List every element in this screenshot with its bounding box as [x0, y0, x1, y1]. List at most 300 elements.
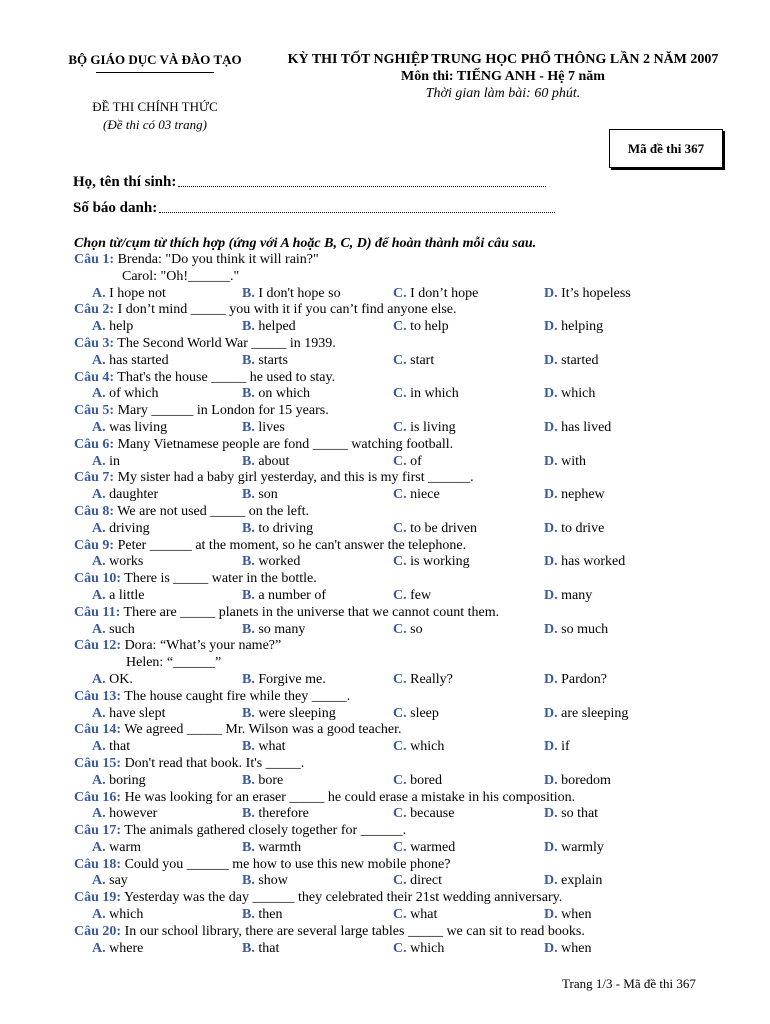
option-text: It’s hopeless [557, 285, 631, 301]
option-text: what [406, 907, 438, 923]
option-text: with [557, 453, 587, 469]
answer-option[interactable] [393, 588, 431, 605]
option-letter: B. [242, 453, 255, 469]
answer-option[interactable] [242, 840, 301, 857]
option-letter: D. [544, 487, 558, 503]
answer-option[interactable] [242, 873, 288, 890]
answer-option[interactable] [92, 420, 167, 437]
option-letter: B. [242, 806, 255, 822]
option-letter: B. [242, 873, 255, 889]
candidate-name-label: Họ, tên thí sinh: [73, 174, 177, 190]
option-text: a number of [254, 587, 326, 603]
answer-options [74, 386, 754, 403]
option-text: worked [254, 554, 301, 570]
question-stem [74, 756, 754, 773]
question-number: Câu 13: [74, 688, 122, 704]
question-number: Câu 5: [74, 403, 115, 419]
answer-option[interactable] [242, 286, 341, 303]
answer-option[interactable] [544, 420, 611, 437]
option-letter: A. [92, 873, 106, 889]
answer-option[interactable] [92, 319, 133, 336]
answer-option[interactable] [242, 521, 313, 538]
question-number: Câu 10: [74, 571, 122, 587]
option-text: OK. [105, 671, 133, 687]
option-letter: C. [393, 319, 407, 335]
question-text: My sister had a baby girl yesterday, and this is my first ______. [114, 470, 474, 486]
answer-option[interactable] [92, 521, 150, 538]
option-text: that [254, 940, 280, 956]
option-letter: C. [393, 352, 407, 368]
exam-duration: Thời gian làm bài: 60 phút. [425, 86, 581, 101]
answer-option[interactable] [92, 706, 166, 723]
answer-option[interactable] [242, 907, 282, 924]
option-text: a little [105, 587, 145, 603]
option-letter: C. [393, 806, 407, 822]
answer-option[interactable] [393, 907, 437, 924]
option-text: was living [105, 419, 168, 435]
option-text: which [406, 739, 445, 755]
option-text: daughter [105, 487, 159, 503]
question-number: Câu 9: [74, 537, 115, 553]
answer-option[interactable] [242, 622, 305, 639]
option-letter: D. [544, 285, 558, 301]
option-letter: B. [242, 386, 255, 402]
question-number: Câu 15: [74, 755, 122, 771]
option-letter: D. [544, 419, 558, 435]
answer-options [74, 941, 754, 958]
option-text: Forgive me. [254, 671, 326, 687]
option-letter: A. [92, 621, 106, 637]
question-number: Câu 19: [74, 890, 122, 906]
question-text: That's the house _____ he used to stay. [114, 369, 336, 385]
answer-option[interactable] [544, 521, 604, 538]
question-stem [74, 302, 754, 319]
option-letter: D. [544, 839, 558, 855]
header-left [60, 52, 250, 133]
question-text: Don't read that book. It's _____. [121, 755, 305, 771]
answer-option[interactable] [92, 554, 143, 571]
option-text: warmth [254, 839, 302, 855]
answer-options [74, 773, 754, 790]
answer-option[interactable] [92, 907, 143, 924]
official-exam-label: ĐỀ THI CHÍNH THỨC [92, 99, 218, 114]
option-letter: C. [393, 621, 407, 637]
dialog-line: Helen: “______” [126, 655, 222, 671]
answer-option[interactable] [544, 487, 605, 504]
option-letter: D. [544, 940, 558, 956]
question-stem [74, 689, 754, 706]
option-text: starts [254, 352, 288, 368]
option-letter: B. [242, 839, 255, 855]
option-letter: A. [92, 487, 106, 503]
answer-option[interactable] [544, 706, 628, 723]
answer-options [74, 588, 754, 605]
answer-option[interactable] [544, 588, 592, 605]
answer-options [74, 353, 754, 370]
answer-option[interactable] [544, 386, 595, 403]
answer-option[interactable] [242, 806, 309, 823]
option-letter: D. [544, 520, 558, 536]
answer-option[interactable] [544, 739, 570, 756]
question-number: Câu 8: [74, 503, 115, 519]
answer-option[interactable] [393, 353, 434, 370]
option-text: I don’t hope [406, 285, 479, 301]
answer-option[interactable] [242, 386, 310, 403]
option-text: has worked [557, 554, 626, 570]
option-letter: C. [393, 940, 407, 956]
option-letter: B. [242, 907, 255, 923]
option-letter: A. [92, 671, 106, 687]
option-letter: A. [92, 940, 106, 956]
option-text: which [557, 386, 596, 402]
option-text: sleep [406, 705, 439, 721]
question-number: Câu 4: [74, 369, 115, 385]
answer-options [74, 622, 754, 639]
answer-option[interactable] [544, 353, 598, 370]
option-letter: C. [393, 907, 407, 923]
question-stem [74, 437, 754, 454]
answer-option[interactable] [393, 706, 439, 723]
exam-subject: Môn thi: TIẾNG ANH - Hệ 7 năm [401, 69, 605, 84]
option-text: which [105, 907, 144, 923]
question-number: Câu 11: [74, 604, 121, 620]
option-letter: A. [92, 739, 106, 755]
question-number: Câu 17: [74, 823, 122, 839]
answer-option[interactable] [393, 739, 444, 756]
answer-option[interactable] [242, 941, 279, 958]
question-number: Câu 7: [74, 470, 115, 486]
option-letter: A. [92, 520, 106, 536]
question-stem [74, 470, 754, 487]
question-stem [74, 722, 754, 739]
option-letter: B. [242, 419, 255, 435]
answer-option[interactable] [393, 521, 477, 538]
option-text: son [254, 487, 278, 503]
option-text: have slept [105, 705, 166, 721]
question-number: Câu 16: [74, 789, 122, 805]
question-stem [74, 605, 754, 622]
option-letter: A. [92, 419, 106, 435]
option-letter: A. [92, 839, 106, 855]
answer-options [74, 487, 754, 504]
option-letter: C. [393, 873, 407, 889]
option-text: boring [105, 772, 146, 788]
option-text: driving [105, 520, 150, 536]
option-text: if [557, 739, 570, 755]
page-count-note: (Đề thi có 03 trang) [103, 117, 207, 132]
answer-option[interactable] [544, 941, 591, 958]
option-text: is living [406, 419, 456, 435]
option-text: helped [254, 319, 296, 335]
question-text: There is _____ water in the bottle. [121, 571, 317, 587]
option-text: warmed [406, 839, 456, 855]
question-stem [74, 823, 754, 840]
option-letter: B. [242, 705, 255, 721]
option-letter: B. [242, 940, 255, 956]
question-stem [74, 504, 754, 521]
option-text: what [254, 739, 286, 755]
answer-option[interactable] [393, 672, 453, 689]
option-text: on which [254, 386, 311, 402]
option-text: start [406, 352, 435, 368]
candidate-id-label: Số báo danh: [73, 200, 158, 216]
answer-option[interactable] [393, 386, 459, 403]
candidate-name-line [178, 186, 546, 187]
answer-option[interactable] [393, 840, 455, 857]
answer-option[interactable] [242, 487, 278, 504]
option-text: show [254, 873, 288, 889]
question-stem [74, 252, 754, 269]
question-text: The animals gathered closely together for ______. [121, 823, 407, 839]
option-letter: C. [393, 705, 407, 721]
answer-option[interactable] [92, 588, 145, 605]
question-number: Câu 12: [74, 638, 122, 654]
option-letter: B. [242, 352, 255, 368]
answer-option[interactable] [242, 353, 288, 370]
answer-option[interactable] [544, 286, 631, 303]
answer-options [74, 454, 754, 471]
option-text: in which [406, 386, 459, 402]
answer-option[interactable] [92, 487, 158, 504]
question-text: Yesterday was the day ______ they celebrated their 21st wedding anniversary. [121, 890, 563, 906]
question-stem [74, 638, 754, 655]
answer-option[interactable] [242, 739, 286, 756]
answer-option[interactable] [92, 286, 166, 303]
question-stem [74, 336, 754, 353]
answer-option[interactable] [242, 588, 326, 605]
option-text: say [105, 873, 128, 889]
answer-option[interactable] [544, 672, 607, 689]
option-letter: B. [242, 587, 255, 603]
option-letter: C. [393, 285, 407, 301]
question-text: Many Vietnamese people are fond _____ watching football. [114, 436, 454, 452]
option-text: to driving [254, 520, 314, 536]
option-letter: A. [92, 386, 106, 402]
option-letter: D. [544, 873, 558, 889]
answer-options [74, 420, 754, 437]
answer-option[interactable] [92, 672, 133, 689]
question-text: We agreed _____ Mr. Wilson was a good teacher. [121, 722, 402, 738]
answer-option[interactable] [92, 941, 143, 958]
option-letter: D. [544, 554, 558, 570]
question-text: Could you ______ me how to use this new mobile phone? [121, 856, 451, 872]
option-text: in [105, 453, 121, 469]
option-letter: A. [92, 319, 106, 335]
option-text: of which [105, 386, 159, 402]
instruction-text: Chọn từ/cụm từ thích hợp (ứng với A hoặc B, C, D) để hoàn thành mỗi câu sau. [74, 236, 537, 251]
option-letter: B. [242, 671, 255, 687]
question-stem [74, 857, 754, 874]
answer-option[interactable] [242, 319, 296, 336]
question-text: There are _____ planets in the universe that we cannot count them. [120, 604, 500, 620]
option-letter: B. [242, 739, 255, 755]
option-letter: B. [242, 285, 255, 301]
answer-option[interactable] [393, 319, 449, 336]
answer-option[interactable] [242, 420, 285, 437]
answer-options [74, 521, 754, 538]
option-letter: A. [92, 352, 106, 368]
option-text: therefore [254, 806, 309, 822]
question-stem [74, 790, 754, 807]
option-letter: D. [544, 671, 558, 687]
option-letter: C. [393, 839, 407, 855]
question-number: Câu 20: [74, 923, 122, 939]
answer-option[interactable] [544, 773, 611, 790]
option-letter: C. [393, 554, 407, 570]
option-text: are sleeping [557, 705, 629, 721]
question-text: Brenda: "Do you think it will rain?" [114, 252, 319, 267]
answer-option[interactable] [393, 806, 454, 823]
option-text: where [105, 940, 144, 956]
dialog-line: Carol: "Oh!______." [122, 268, 240, 284]
answer-option[interactable] [92, 773, 146, 790]
answer-option[interactable] [242, 554, 300, 571]
answer-option[interactable] [92, 806, 157, 823]
option-letter: D. [544, 739, 558, 755]
answer-options [74, 840, 754, 857]
option-text: when [557, 940, 592, 956]
option-letter: C. [393, 587, 407, 603]
ministry-name: BỘ GIÁO DỤC VÀ ĐÀO TẠO [68, 52, 242, 67]
question-text: We are not used _____ on the left. [114, 503, 310, 519]
answer-options [74, 319, 754, 336]
option-text: is working [406, 554, 470, 570]
option-letter: C. [393, 386, 407, 402]
option-letter: A. [92, 285, 106, 301]
answer-option[interactable] [92, 873, 128, 890]
exam-title: KỲ THI TỐT NGHIỆP TRUNG HỌC PHỔ THÔNG LẦN 2 NĂM 2007 [287, 52, 719, 67]
answer-option[interactable] [544, 554, 625, 571]
option-text: I hope not [105, 285, 166, 301]
option-text: that [105, 739, 131, 755]
option-text: because [406, 806, 455, 822]
answer-option[interactable] [393, 554, 470, 571]
answer-option[interactable] [544, 622, 608, 639]
answer-option[interactable] [393, 487, 440, 504]
answer-options [74, 873, 754, 890]
option-text: however [105, 806, 158, 822]
answer-option[interactable] [544, 806, 598, 823]
answer-option[interactable] [393, 873, 442, 890]
option-text: I don't hope so [254, 285, 341, 301]
answer-option[interactable] [544, 873, 602, 890]
option-text: boredom [557, 772, 611, 788]
option-text: then [254, 907, 283, 923]
option-text: help [105, 319, 134, 335]
question-text: He was looking for an eraser _____ he could erase a mistake in his composition. [121, 789, 576, 805]
question-text: Peter ______ at the moment, so he can't answer the telephone. [114, 537, 467, 553]
option-text: nephew [557, 487, 605, 503]
option-text: bored [406, 772, 443, 788]
option-letter: D. [544, 386, 558, 402]
option-text: few [406, 587, 432, 603]
option-text: so that [557, 806, 599, 822]
answer-option[interactable] [393, 773, 442, 790]
answer-option[interactable] [92, 840, 141, 857]
option-text: Really? [406, 671, 453, 687]
option-text: has lived [557, 419, 612, 435]
question-text: Mary ______ in London for 15 years. [114, 403, 329, 419]
answer-option[interactable] [92, 622, 135, 639]
answer-options [74, 806, 754, 823]
answer-option[interactable] [92, 353, 169, 370]
answer-option[interactable] [393, 941, 444, 958]
answer-options [74, 286, 754, 303]
answer-option[interactable] [544, 454, 586, 471]
option-text: niece [406, 487, 440, 503]
option-letter: B. [242, 520, 255, 536]
question-stem [74, 403, 754, 420]
question-stem [74, 571, 754, 588]
answer-option[interactable] [242, 706, 336, 723]
option-letter: B. [242, 554, 255, 570]
option-letter: D. [544, 772, 558, 788]
option-letter: D. [544, 453, 558, 469]
answer-option[interactable] [92, 739, 130, 756]
answer-options [74, 907, 754, 924]
option-text: works [105, 554, 144, 570]
question-text: In our school library, there are several large tables _____ we can sit to read books. [121, 923, 585, 939]
answer-option[interactable] [393, 622, 423, 639]
option-text: helping [557, 319, 604, 335]
question-text: The house caught fire while they _____. [121, 688, 351, 704]
answer-option[interactable] [92, 454, 120, 471]
option-text: which [406, 940, 445, 956]
answer-option[interactable] [92, 386, 159, 403]
answer-option[interactable] [393, 454, 422, 471]
option-text: when [557, 907, 592, 923]
option-text: has started [105, 352, 169, 368]
option-text: were sleeping [254, 705, 336, 721]
question-number: Câu 18: [74, 856, 122, 872]
option-text: explain [557, 873, 603, 889]
candidate-name-field [73, 174, 546, 191]
question-stem [74, 924, 754, 941]
answer-option[interactable] [242, 454, 289, 471]
option-letter: D. [544, 352, 558, 368]
option-letter: D. [544, 907, 558, 923]
question-number: Câu 14: [74, 722, 122, 738]
option-letter: D. [544, 806, 558, 822]
question-text: Dora: “What’s your name?” [121, 638, 282, 654]
header-right [264, 52, 742, 102]
answer-option[interactable] [393, 420, 456, 437]
option-letter: A. [92, 772, 106, 788]
answer-options [74, 739, 754, 756]
question-number: Câu 3: [74, 335, 115, 351]
answer-option[interactable] [544, 907, 591, 924]
ministry-underline [96, 72, 214, 73]
option-text: of [406, 453, 422, 469]
answer-option[interactable] [242, 672, 326, 689]
question-list [74, 252, 754, 957]
option-letter: D. [544, 705, 558, 721]
option-text: many [557, 587, 593, 603]
option-text: to drive [557, 520, 605, 536]
option-letter: C. [393, 520, 407, 536]
option-letter: C. [393, 487, 407, 503]
answer-option[interactable] [544, 840, 604, 857]
option-letter: B. [242, 621, 255, 637]
answer-option[interactable] [393, 286, 478, 303]
answer-option[interactable] [544, 319, 603, 336]
question-text: The Second World War _____ in 1939. [114, 335, 336, 351]
option-text: so much [557, 621, 609, 637]
option-text: warmly [557, 839, 604, 855]
option-letter: D. [544, 621, 558, 637]
option-letter: A. [92, 907, 106, 923]
answer-option[interactable] [242, 773, 283, 790]
